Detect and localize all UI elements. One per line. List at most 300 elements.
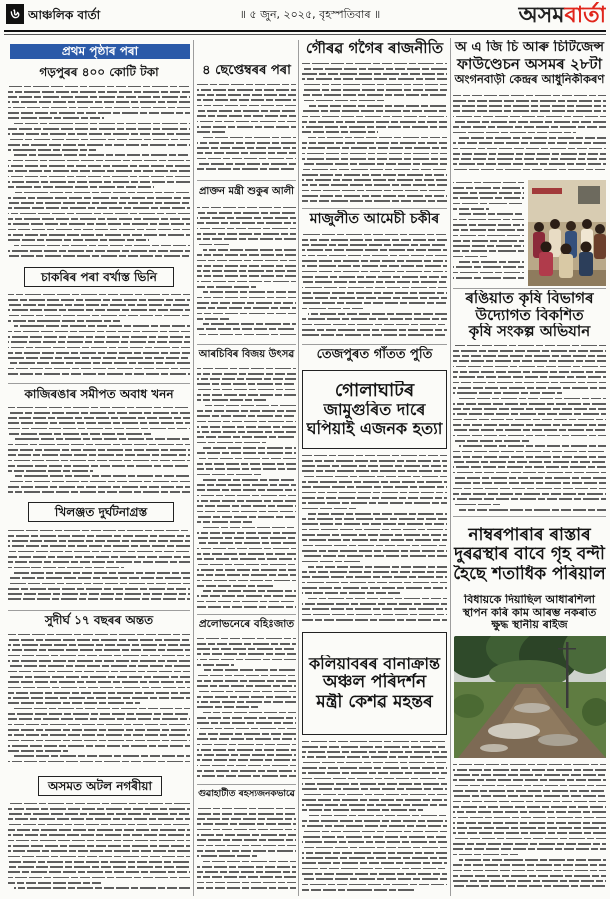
text-line <box>453 392 562 394</box>
text-line <box>8 665 190 667</box>
text-line <box>8 320 120 322</box>
text-line <box>453 116 606 118</box>
text-line <box>302 195 447 197</box>
headline-dismissed-from-job: চাকৰিৰ পৰা বৰ্খাস্ত ভিনি <box>24 267 174 287</box>
text-line <box>8 866 190 868</box>
article-body <box>302 232 447 342</box>
text-line <box>453 408 606 410</box>
text-line <box>197 680 296 682</box>
story-divider <box>453 516 606 517</box>
subheadline-line: স্থাপন কৰি কাম আৰম্ভ নকৰাত <box>462 606 597 619</box>
text-line <box>453 864 606 866</box>
text-line <box>8 713 190 715</box>
text-line <box>8 750 68 752</box>
headline-lured-out: প্ৰলোভনেৰে বহিঃজাত <box>198 618 295 630</box>
text-line <box>453 250 524 252</box>
article-body <box>8 632 190 770</box>
text-line <box>459 261 524 263</box>
text-line <box>197 882 296 884</box>
text-line <box>453 192 524 194</box>
headline-line: কৃষি সংকল্প অভিযান <box>468 323 591 340</box>
text-line <box>302 281 447 283</box>
text-line <box>197 147 296 149</box>
text-line <box>302 147 447 149</box>
text-line <box>459 398 606 400</box>
text-line <box>197 775 296 777</box>
headline-line: হৈছে শতাধিক পৰিয়াল <box>453 564 606 584</box>
text-line <box>302 571 447 573</box>
text-line <box>197 580 296 582</box>
text-line <box>197 94 296 96</box>
text-line <box>453 366 606 368</box>
headline-majuli-chair: মাজুলীত আমেচী চকীৰ <box>309 211 440 227</box>
text-line <box>302 100 384 102</box>
article-body <box>302 61 447 206</box>
headline-from-4-september: ৪ ছেপ্তেম্বৰৰ পৰা <box>202 63 291 78</box>
text-line <box>302 878 447 880</box>
text-line <box>8 336 190 338</box>
text-line <box>14 192 190 194</box>
text-line <box>197 659 296 661</box>
text-line <box>453 848 606 850</box>
text-line <box>203 669 296 671</box>
text-line <box>197 233 296 235</box>
article-body <box>197 636 296 782</box>
text-line <box>302 751 447 753</box>
text-line <box>302 174 447 176</box>
article-body <box>8 405 190 497</box>
text-line <box>197 431 296 433</box>
headline-former-minister-sukur-ali: প্ৰাক্তন মন্ত্ৰী শুকুৰ আলী <box>198 186 295 197</box>
text-line <box>197 389 296 391</box>
text-line <box>197 426 296 428</box>
text-line <box>197 399 266 401</box>
text-line <box>453 266 524 268</box>
headline-anganwadi-modernisation <box>453 36 606 90</box>
text-line <box>8 598 190 600</box>
text-line <box>14 572 190 574</box>
text-line <box>302 794 447 796</box>
headline-line: ৰঙিয়াত কৃষি বিভাগৰ <box>465 290 594 307</box>
text-line <box>197 442 266 444</box>
article-body <box>8 84 190 262</box>
text-line <box>8 681 190 683</box>
text-line <box>197 706 260 708</box>
text-line <box>453 272 524 274</box>
text-line <box>8 341 190 343</box>
text-line <box>8 567 124 569</box>
text-line <box>302 158 447 160</box>
text-line <box>8 299 190 301</box>
headline-line: গোলাঘাটৰ <box>334 380 415 401</box>
logo-accent-text: বাৰ্তা <box>564 3 606 28</box>
text-line <box>453 801 606 803</box>
header-rule-thin <box>4 34 606 35</box>
text-line <box>197 368 296 370</box>
text-line <box>308 137 447 139</box>
text-line <box>308 598 447 600</box>
text-line <box>8 309 190 311</box>
text-line <box>453 424 606 426</box>
text-line <box>453 382 606 384</box>
text-line <box>453 493 606 495</box>
text-line <box>8 840 190 842</box>
headline-line: নাম্বৰপাৰাৰ ৰাস্তাৰ <box>468 525 591 545</box>
text-line <box>302 550 447 552</box>
text-line <box>302 131 378 133</box>
text-line <box>197 270 296 272</box>
text-line <box>8 223 190 225</box>
story-divider <box>197 784 296 785</box>
text-line <box>453 182 524 184</box>
text-line <box>8 660 190 662</box>
text-line <box>197 823 296 825</box>
text-line <box>197 158 296 160</box>
text-line <box>453 472 606 474</box>
text-line <box>8 407 190 409</box>
text-line <box>453 360 606 362</box>
text-line <box>8 362 190 364</box>
text-line <box>8 465 190 467</box>
text-line <box>197 99 296 101</box>
text-line <box>302 799 447 801</box>
text-line <box>308 815 447 817</box>
story-divider <box>197 614 296 615</box>
text-line <box>8 593 190 595</box>
article-body <box>453 762 606 895</box>
text-line <box>453 345 606 347</box>
text-line <box>197 328 296 330</box>
text-line <box>197 744 296 746</box>
text-line <box>302 153 447 155</box>
text-line <box>302 292 447 294</box>
text-line <box>453 229 524 231</box>
text-line <box>197 313 296 315</box>
text-line <box>302 741 447 743</box>
text-line <box>197 260 296 262</box>
masthead-logo <box>480 2 606 29</box>
text-line <box>302 825 447 827</box>
text-line <box>197 168 296 170</box>
text-line <box>197 759 296 761</box>
text-line <box>197 217 296 219</box>
text-line <box>302 836 447 838</box>
text-line <box>197 212 296 214</box>
text-line <box>197 855 257 857</box>
text-line <box>197 500 296 502</box>
text-line <box>8 470 93 472</box>
text-line <box>302 587 447 589</box>
article-body <box>197 806 296 895</box>
text-line <box>8 112 190 114</box>
text-line <box>8 207 190 209</box>
text-line <box>302 523 447 525</box>
text-line <box>302 884 447 886</box>
text-line <box>8 86 190 88</box>
text-line <box>302 561 362 563</box>
text-line <box>8 856 190 858</box>
article-body <box>453 343 606 514</box>
text-line <box>8 813 190 815</box>
text-line <box>197 653 296 655</box>
text-line <box>453 482 606 484</box>
headline-guwahati-mysterious: গুৱাহাটীত ৰহস্যজনকভাৱে <box>198 789 295 799</box>
text-line <box>8 687 190 689</box>
text-line <box>302 529 447 531</box>
text-line <box>8 255 190 257</box>
text-line <box>302 481 447 483</box>
text-line <box>197 222 296 224</box>
text-line <box>302 308 363 310</box>
text-line <box>302 126 447 128</box>
text-line <box>453 105 606 107</box>
text-line <box>8 486 190 488</box>
text-line <box>197 105 296 107</box>
text-line <box>197 121 296 123</box>
text-line <box>453 277 524 279</box>
text-line <box>197 463 296 465</box>
text-line <box>8 101 190 103</box>
text-line <box>197 574 296 576</box>
text-line <box>453 795 606 797</box>
text-line <box>302 545 447 547</box>
text-line <box>302 455 447 457</box>
text-line <box>8 96 190 98</box>
text-line <box>453 827 606 829</box>
article-body <box>197 82 296 178</box>
text-line <box>453 256 488 258</box>
continued-from-front-page-banner: প্ৰথম পৃষ্ঠাৰ পৰা <box>10 44 190 59</box>
text-line <box>197 845 296 847</box>
text-line <box>197 738 296 740</box>
text-line <box>8 422 190 424</box>
headline-nambarpara-road <box>453 518 606 592</box>
text-line <box>302 788 447 790</box>
text-line <box>302 84 447 86</box>
text-line <box>302 820 447 822</box>
text-line <box>197 495 296 497</box>
text-line <box>197 601 296 603</box>
text-line <box>302 852 447 854</box>
headline-line: কলিয়াবৰৰ বানাক্ৰান্ত <box>308 654 441 673</box>
text-line <box>453 208 489 210</box>
headline-line: উদ্যোগত বিকশিত <box>475 306 584 324</box>
headline-400-crore-taka: গড়পুৰৰ ৪০০ কোটি টকা <box>39 65 159 79</box>
text-line <box>197 722 296 724</box>
text-line <box>8 304 190 306</box>
text-line <box>8 740 190 742</box>
text-line <box>8 649 190 651</box>
text-line <box>197 152 296 154</box>
text-line <box>8 331 190 333</box>
text-line <box>8 229 190 231</box>
headline-line: দুৰৱস্থাৰ বাবে গৃহ বন্দী <box>454 545 605 565</box>
text-line <box>14 755 190 757</box>
text-line <box>453 875 606 877</box>
text-line <box>302 582 447 584</box>
text-line <box>302 142 447 144</box>
text-line <box>8 368 190 370</box>
text-line <box>197 115 296 117</box>
text-line <box>302 746 447 748</box>
text-line <box>302 318 447 320</box>
text-line <box>8 181 190 183</box>
text-line <box>453 832 606 834</box>
article-body <box>8 801 190 895</box>
text-line <box>8 845 190 847</box>
headline-atal-nagar-assam: অসমত অটল নগৰীয়া <box>38 776 162 796</box>
text-line <box>197 228 296 230</box>
text-line <box>197 648 296 650</box>
text-line <box>459 213 524 215</box>
text-line <box>8 692 190 694</box>
text-line <box>453 451 606 453</box>
text-line <box>453 163 606 165</box>
text-line <box>197 765 296 767</box>
text-line <box>197 410 296 412</box>
text-line <box>197 318 229 320</box>
text-line <box>197 876 296 878</box>
text-line <box>197 638 296 640</box>
subheadline-line: ক্ষুদ্ধ স্থানীয় ৰাইজ <box>491 619 568 632</box>
headline-line: অঞ্চল পৰিদৰ্শন <box>322 673 427 693</box>
text-line <box>197 436 296 438</box>
text-line <box>197 749 296 751</box>
text-line <box>8 133 190 135</box>
text-line <box>197 415 296 417</box>
headline-kaziranga-illegal-mining: কাজিৰঙাৰ সমীপত অবাধ খনন <box>24 387 174 401</box>
text-line <box>8 729 190 731</box>
text-line <box>453 880 606 882</box>
text-line <box>302 297 447 299</box>
text-line <box>8 551 190 553</box>
text-line <box>8 234 190 236</box>
article-body <box>197 366 296 612</box>
headline-line: জামুগুৰিত দাৰে <box>323 401 426 420</box>
text-line <box>453 429 606 431</box>
text-line <box>8 718 190 720</box>
text-line <box>197 548 296 550</box>
text-line <box>302 200 447 202</box>
story-divider <box>8 610 190 611</box>
text-line <box>8 850 190 852</box>
text-line <box>302 804 447 806</box>
text-line <box>197 286 256 288</box>
text-line <box>453 376 606 378</box>
text-line <box>308 105 447 107</box>
text-line <box>302 486 447 488</box>
text-line <box>302 767 447 769</box>
text-line <box>453 456 606 458</box>
text-line <box>302 847 447 849</box>
text-line <box>453 854 518 856</box>
column-rule <box>298 40 299 896</box>
text-line <box>302 249 447 251</box>
text-line <box>197 542 296 544</box>
text-line <box>14 154 190 156</box>
text-line <box>14 123 190 125</box>
text-line <box>302 534 447 536</box>
text-line <box>8 128 190 130</box>
text-line <box>197 302 296 304</box>
article-body <box>453 180 524 286</box>
text-line <box>197 468 296 470</box>
text-line <box>302 576 447 578</box>
text-line <box>8 583 190 585</box>
text-line <box>8 829 190 831</box>
story-divider <box>302 208 447 209</box>
text-line <box>8 834 190 836</box>
text-line <box>197 643 296 645</box>
text-line <box>302 116 447 118</box>
text-line <box>8 352 190 354</box>
text-line <box>453 121 606 123</box>
text-line <box>302 476 447 478</box>
text-line <box>453 822 606 824</box>
text-line <box>302 302 447 304</box>
text-line <box>8 824 190 826</box>
anganwadi-photo-image <box>528 180 606 286</box>
text-line <box>8 186 154 188</box>
text-line <box>8 449 190 451</box>
text-line <box>453 100 606 102</box>
text-line <box>197 254 296 256</box>
text-line <box>8 347 190 349</box>
text-line <box>197 569 296 571</box>
text-line <box>453 461 606 463</box>
text-line <box>197 558 296 560</box>
text-line <box>453 790 606 792</box>
text-line <box>8 165 190 167</box>
text-line <box>197 834 296 836</box>
text-line <box>8 91 190 93</box>
text-line <box>203 137 296 139</box>
text-line <box>453 355 606 357</box>
text-line <box>14 325 190 327</box>
text-line <box>197 244 229 246</box>
text-line <box>302 809 423 811</box>
text-line <box>453 779 606 781</box>
text-line <box>453 806 606 808</box>
text-line <box>8 702 140 704</box>
text-line <box>203 479 296 481</box>
text-line <box>197 813 296 815</box>
text-line <box>197 89 296 91</box>
text-line <box>197 474 263 476</box>
text-line <box>459 509 606 511</box>
text-line <box>197 808 296 810</box>
text-line <box>197 733 296 735</box>
headline-kaliabor-flood-visit <box>302 632 447 735</box>
text-line <box>8 577 190 579</box>
text-line <box>302 287 447 289</box>
text-line <box>197 265 296 267</box>
subheadline-nambarpara-road <box>453 594 606 632</box>
anganwadi-event-photo <box>528 180 606 286</box>
text-line <box>203 712 296 714</box>
text-line <box>453 403 606 405</box>
text-line <box>14 887 190 889</box>
text-line <box>197 754 296 756</box>
text-line <box>197 373 296 375</box>
text-line <box>8 671 190 673</box>
text-line <box>302 756 447 758</box>
headline-tezpur-buried-in-pit: তেজপুৰত গাঁতত পুতি <box>316 347 433 362</box>
text-line <box>8 861 190 863</box>
text-line <box>197 728 296 730</box>
text-line <box>453 219 524 221</box>
text-line <box>203 323 296 325</box>
